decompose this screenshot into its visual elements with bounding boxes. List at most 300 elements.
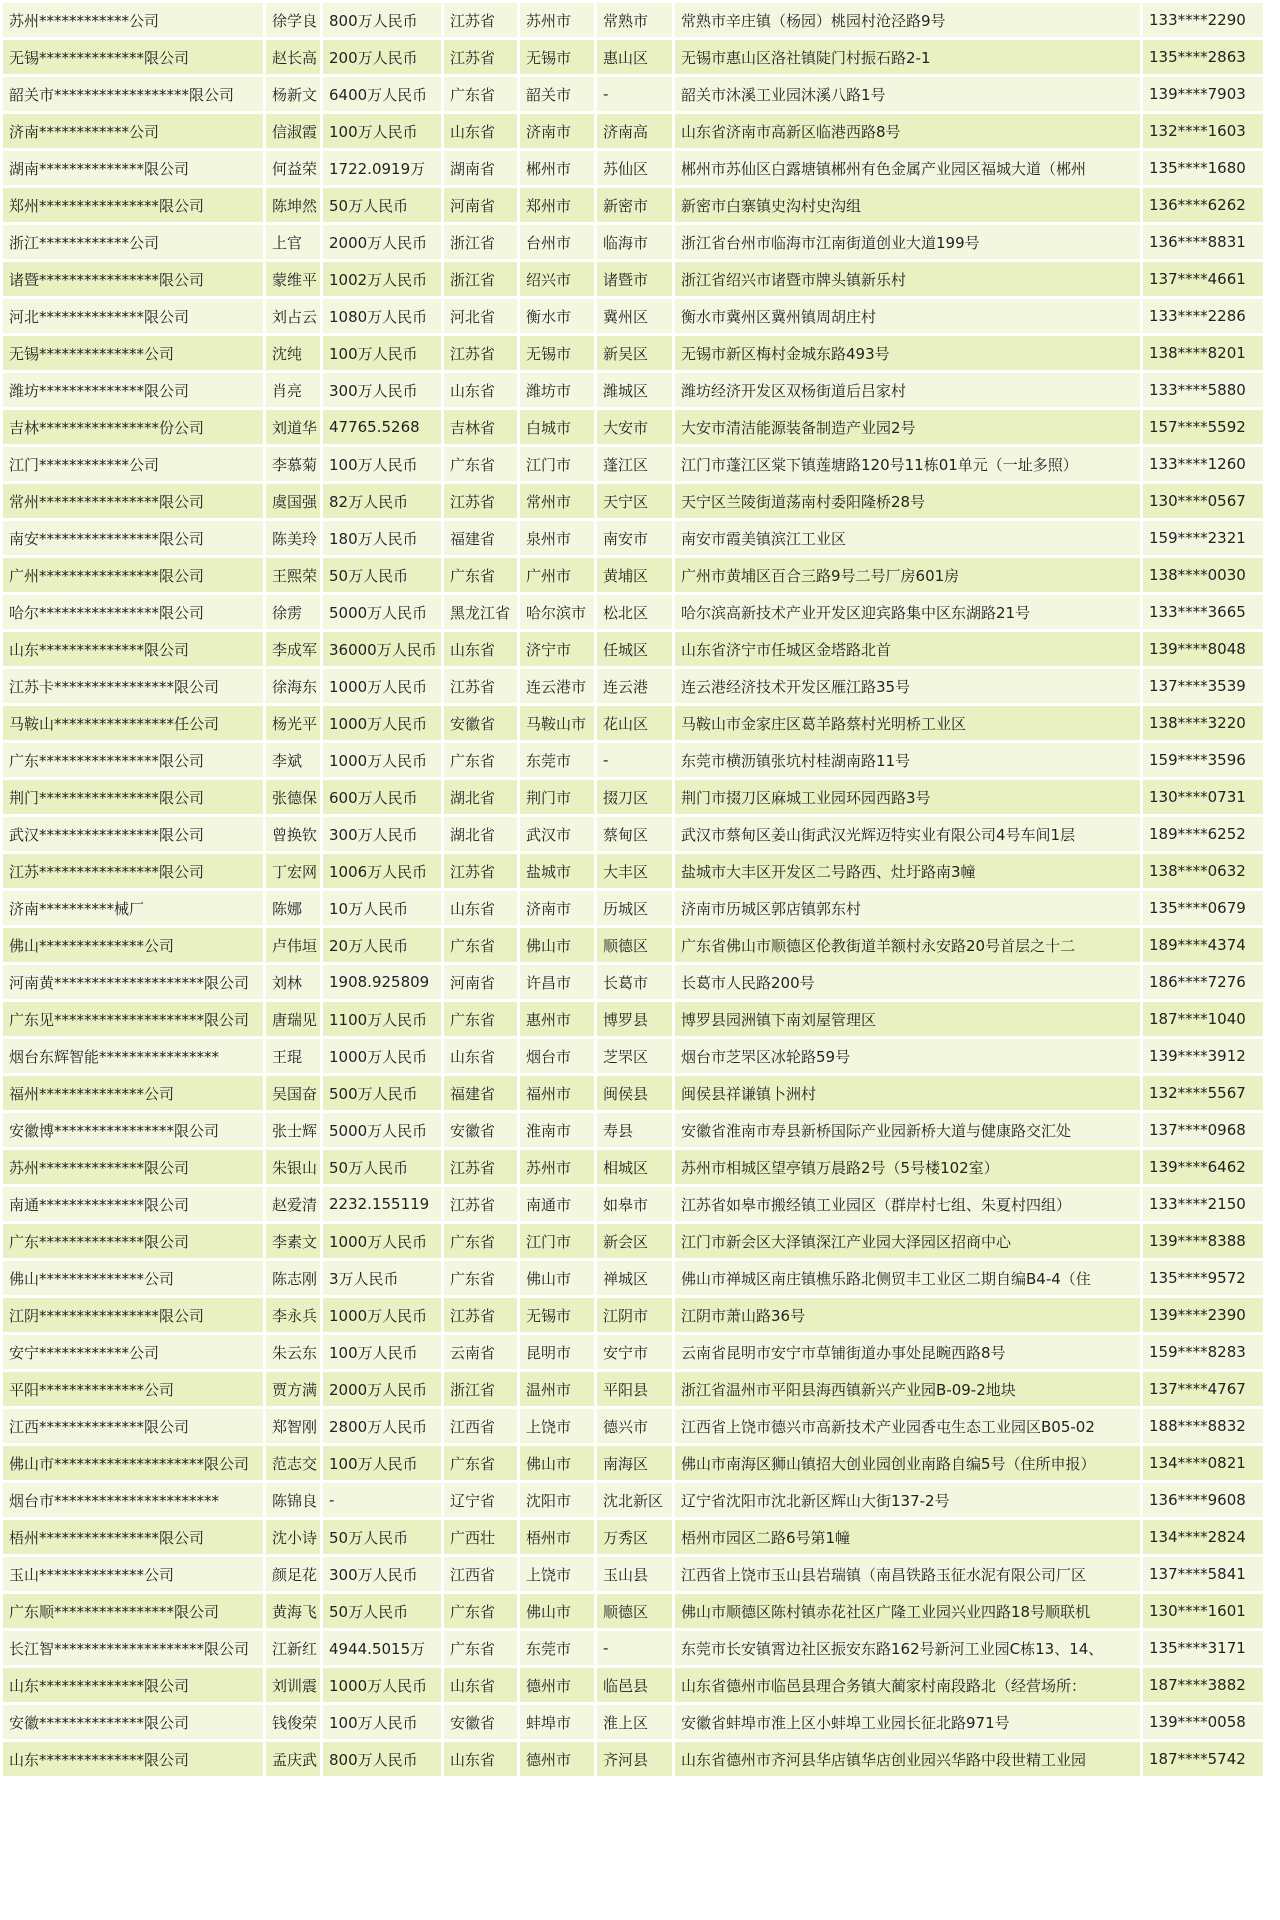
province-cell: 广东省 bbox=[444, 743, 517, 777]
registered-capital-cell: 82万人民币 bbox=[323, 484, 441, 518]
district-cell: 惠山区 bbox=[597, 40, 672, 74]
legal-rep-cell: 曾换钦 bbox=[266, 817, 320, 851]
legal-rep-cell: 刘道华 bbox=[266, 410, 320, 444]
address-cell: 荆门市掇刀区麻城工业园环园西路3号 bbox=[675, 780, 1140, 814]
phone-cell: 138****0030 bbox=[1143, 558, 1263, 592]
phone-cell: 134****0821 bbox=[1143, 1446, 1263, 1480]
address-cell: 天宁区兰陵街道荡南村委阳隆桥28号 bbox=[675, 484, 1140, 518]
district-cell: 玉山县 bbox=[597, 1557, 672, 1591]
legal-rep-cell: 孟庆武 bbox=[266, 1742, 320, 1776]
table-row bbox=[3, 743, 1263, 777]
province-cell: 云南省 bbox=[444, 1335, 517, 1369]
registered-capital-cell: 1000万人民币 bbox=[323, 1668, 441, 1702]
city-cell: 惠州市 bbox=[520, 1002, 594, 1036]
legal-rep-cell: 陈锦良 bbox=[266, 1483, 320, 1517]
table-row bbox=[3, 891, 1263, 925]
address-cell: 梧州市园区二路6号第1幢 bbox=[675, 1520, 1140, 1554]
address-cell: 东莞市横沥镇张坑村桂湖南路11号 bbox=[675, 743, 1140, 777]
province-cell: 广东省 bbox=[444, 77, 517, 111]
legal-rep-cell: 贾方满 bbox=[266, 1372, 320, 1406]
legal-rep-cell: 沈小诗 bbox=[266, 1520, 320, 1554]
company-name-cell: 哈尔****************限公司 bbox=[3, 595, 263, 629]
address-cell: 安徽省淮南市寿县新桥国际产业园新桥大道与健康路交汇处 bbox=[675, 1113, 1140, 1147]
registered-capital-cell: 2000万人民币 bbox=[323, 1372, 441, 1406]
phone-cell: 139****0058 bbox=[1143, 1705, 1263, 1739]
legal-rep-cell: 丁宏网 bbox=[266, 854, 320, 888]
legal-rep-cell: 黄海飞 bbox=[266, 1594, 320, 1628]
address-cell: 江西省上饶市德兴市高新技术产业园香屯生态工业园区B05-02 bbox=[675, 1409, 1140, 1443]
registered-capital-cell: 1000万人民币 bbox=[323, 1039, 441, 1073]
address-cell: 江门市蓬江区棠下镇莲塘路120号11栋01单元（一址多照） bbox=[675, 447, 1140, 481]
district-cell: 新会区 bbox=[597, 1224, 672, 1258]
table-row bbox=[3, 1446, 1263, 1480]
table-row bbox=[3, 1039, 1263, 1073]
phone-cell: 137****4661 bbox=[1143, 262, 1263, 296]
company-name-cell: 安徽**************限公司 bbox=[3, 1705, 263, 1739]
phone-cell: 138****3220 bbox=[1143, 706, 1263, 740]
phone-cell: 139****8388 bbox=[1143, 1224, 1263, 1258]
table-row bbox=[3, 1483, 1263, 1517]
company-name-cell: 浙江************公司 bbox=[3, 225, 263, 259]
city-cell: 济宁市 bbox=[520, 632, 594, 666]
company-name-cell: 无锡**************公司 bbox=[3, 336, 263, 370]
district-cell: 松北区 bbox=[597, 595, 672, 629]
company-name-cell: 河北**************限公司 bbox=[3, 299, 263, 333]
table-row bbox=[3, 1409, 1263, 1443]
legal-rep-cell: 杨光平 bbox=[266, 706, 320, 740]
company-name-cell: 江西**************限公司 bbox=[3, 1409, 263, 1443]
district-cell: 新密市 bbox=[597, 188, 672, 222]
province-cell: 江苏省 bbox=[444, 484, 517, 518]
table-row bbox=[3, 484, 1263, 518]
province-cell: 福建省 bbox=[444, 1076, 517, 1110]
registered-capital-cell: 800万人民币 bbox=[323, 1742, 441, 1776]
province-cell: 河南省 bbox=[444, 188, 517, 222]
company-name-cell: 苏州************公司 bbox=[3, 3, 263, 37]
district-cell: 齐河县 bbox=[597, 1742, 672, 1776]
province-cell: 江苏省 bbox=[444, 1187, 517, 1221]
province-cell: 江苏省 bbox=[444, 40, 517, 74]
legal-rep-cell: 刘训震 bbox=[266, 1668, 320, 1702]
city-cell: 江门市 bbox=[520, 447, 594, 481]
legal-rep-cell: 何益荣 bbox=[266, 151, 320, 185]
city-cell: 衡水市 bbox=[520, 299, 594, 333]
address-cell: 江苏省如皋市搬经镇工业园区（群岸村七组、朱夏村四组） bbox=[675, 1187, 1140, 1221]
district-cell: 长葛市 bbox=[597, 965, 672, 999]
legal-rep-cell: 刘占云 bbox=[266, 299, 320, 333]
phone-cell: 139****7903 bbox=[1143, 77, 1263, 111]
registered-capital-cell: 1100万人民币 bbox=[323, 1002, 441, 1036]
table-row bbox=[3, 1557, 1263, 1591]
province-cell: 辽宁省 bbox=[444, 1483, 517, 1517]
address-cell: 云南省昆明市安宁市草铺街道办事处昆畹西路8号 bbox=[675, 1335, 1140, 1369]
district-cell: 蔡甸区 bbox=[597, 817, 672, 851]
address-cell: 济南市历城区郭店镇郭东村 bbox=[675, 891, 1140, 925]
city-cell: 潍坊市 bbox=[520, 373, 594, 407]
company-name-cell: 无锡**************限公司 bbox=[3, 40, 263, 74]
table-row bbox=[3, 817, 1263, 851]
province-cell: 浙江省 bbox=[444, 1372, 517, 1406]
table-row bbox=[3, 188, 1263, 222]
address-cell: 南安市霞美镇滨江工业区 bbox=[675, 521, 1140, 555]
city-cell: 广州市 bbox=[520, 558, 594, 592]
city-cell: 哈尔滨市 bbox=[520, 595, 594, 629]
district-cell: 江阴市 bbox=[597, 1298, 672, 1332]
phone-cell: 138****8201 bbox=[1143, 336, 1263, 370]
address-cell: 佛山市禅城区南庄镇樵乐路北侧贸丰工业区二期自编B4-4（住 bbox=[675, 1261, 1140, 1295]
legal-rep-cell: 肖亮 bbox=[266, 373, 320, 407]
district-cell: 蓬江区 bbox=[597, 447, 672, 481]
address-cell: 韶关市沐溪工业园沐溪八路1号 bbox=[675, 77, 1140, 111]
city-cell: 温州市 bbox=[520, 1372, 594, 1406]
phone-cell: 136****6262 bbox=[1143, 188, 1263, 222]
registered-capital-cell: 4944.5015万 bbox=[323, 1631, 441, 1665]
district-cell: 连云港 bbox=[597, 669, 672, 703]
company-name-cell: 南安****************限公司 bbox=[3, 521, 263, 555]
phone-cell: 139****6462 bbox=[1143, 1150, 1263, 1184]
province-cell: 江西省 bbox=[444, 1409, 517, 1443]
district-cell: 大安市 bbox=[597, 410, 672, 444]
district-cell: 芝罘区 bbox=[597, 1039, 672, 1073]
province-cell: 河北省 bbox=[444, 299, 517, 333]
phone-cell: 138****0632 bbox=[1143, 854, 1263, 888]
province-cell: 广东省 bbox=[444, 558, 517, 592]
address-cell: 安徽省蚌埠市淮上区小蚌埠工业园长征北路971号 bbox=[675, 1705, 1140, 1739]
legal-rep-cell: 朱云东 bbox=[266, 1335, 320, 1369]
city-cell: 苏州市 bbox=[520, 3, 594, 37]
address-cell: 江西省上饶市玉山县岩瑞镇（南昌铁路玉征水泥有限公司厂区 bbox=[675, 1557, 1140, 1591]
registered-capital-cell: 1000万人民币 bbox=[323, 669, 441, 703]
city-cell: 盐城市 bbox=[520, 854, 594, 888]
phone-cell: 132****5567 bbox=[1143, 1076, 1263, 1110]
table-row bbox=[3, 1002, 1263, 1036]
legal-rep-cell: 陈坤然 bbox=[266, 188, 320, 222]
registered-capital-cell: 1000万人民币 bbox=[323, 743, 441, 777]
company-name-cell: 荆门****************限公司 bbox=[3, 780, 263, 814]
registered-capital-cell: 1002万人民币 bbox=[323, 262, 441, 296]
registered-capital-cell: 6400万人民币 bbox=[323, 77, 441, 111]
province-cell: 江苏省 bbox=[444, 3, 517, 37]
address-cell: 博罗县园洲镇下南刘屋管理区 bbox=[675, 1002, 1140, 1036]
city-cell: 常州市 bbox=[520, 484, 594, 518]
city-cell: 佛山市 bbox=[520, 1261, 594, 1295]
table-row bbox=[3, 1298, 1263, 1332]
city-cell: 烟台市 bbox=[520, 1039, 594, 1073]
city-cell: 蚌埠市 bbox=[520, 1705, 594, 1739]
legal-rep-cell: 卢伟垣 bbox=[266, 928, 320, 962]
table-row bbox=[3, 151, 1263, 185]
company-name-cell: 常州****************限公司 bbox=[3, 484, 263, 518]
phone-cell: 130****1601 bbox=[1143, 1594, 1263, 1628]
company-name-cell: 佛山**************公司 bbox=[3, 1261, 263, 1295]
legal-rep-cell: 朱银山 bbox=[266, 1150, 320, 1184]
city-cell: 无锡市 bbox=[520, 1298, 594, 1332]
phone-cell: 137****4767 bbox=[1143, 1372, 1263, 1406]
phone-cell: 135****2863 bbox=[1143, 40, 1263, 74]
legal-rep-cell: 李素文 bbox=[266, 1224, 320, 1258]
district-cell: 诸暨市 bbox=[597, 262, 672, 296]
company-name-cell: 江阴****************限公司 bbox=[3, 1298, 263, 1332]
company-name-cell: 江苏卡****************限公司 bbox=[3, 669, 263, 703]
table-row bbox=[3, 1076, 1263, 1110]
city-cell: 无锡市 bbox=[520, 336, 594, 370]
registered-capital-cell: 50万人民币 bbox=[323, 558, 441, 592]
phone-cell: 137****5841 bbox=[1143, 1557, 1263, 1591]
district-cell: 任城区 bbox=[597, 632, 672, 666]
table-row bbox=[3, 706, 1263, 740]
registered-capital-cell: 50万人民币 bbox=[323, 1150, 441, 1184]
province-cell: 山东省 bbox=[444, 1668, 517, 1702]
city-cell: 东莞市 bbox=[520, 743, 594, 777]
legal-rep-cell: 李永兵 bbox=[266, 1298, 320, 1332]
district-cell: 南安市 bbox=[597, 521, 672, 555]
address-cell: 山东省济宁市任城区金塔路北首 bbox=[675, 632, 1140, 666]
district-cell: 平阳县 bbox=[597, 1372, 672, 1406]
legal-rep-cell: 郑智刚 bbox=[266, 1409, 320, 1443]
district-cell: 万秀区 bbox=[597, 1520, 672, 1554]
phone-cell: 134****2824 bbox=[1143, 1520, 1263, 1554]
legal-rep-cell: 吴国奋 bbox=[266, 1076, 320, 1110]
legal-rep-cell: 范志交 bbox=[266, 1446, 320, 1480]
company-name-cell: 山东**************限公司 bbox=[3, 1742, 263, 1776]
table-row bbox=[3, 1668, 1263, 1702]
registered-capital-cell: 100万人民币 bbox=[323, 114, 441, 148]
registered-capital-cell: 1000万人民币 bbox=[323, 706, 441, 740]
registered-capital-cell: 50万人民币 bbox=[323, 188, 441, 222]
district-cell: 黄埔区 bbox=[597, 558, 672, 592]
city-cell: 泉州市 bbox=[520, 521, 594, 555]
city-cell: 沈阳市 bbox=[520, 1483, 594, 1517]
phone-cell: 187****5742 bbox=[1143, 1742, 1263, 1776]
company-name-cell: 武汉****************限公司 bbox=[3, 817, 263, 851]
legal-rep-cell: 江新红 bbox=[266, 1631, 320, 1665]
district-cell: 临海市 bbox=[597, 225, 672, 259]
address-cell: 烟台市芝罘区冰轮路59号 bbox=[675, 1039, 1140, 1073]
table-row bbox=[3, 1705, 1263, 1739]
province-cell: 江苏省 bbox=[444, 854, 517, 888]
address-cell: 山东省济南市高新区临港西路8号 bbox=[675, 114, 1140, 148]
phone-cell: 135****0679 bbox=[1143, 891, 1263, 925]
address-cell: 东莞市长安镇霄边社区振安东路162号新河工业园C栋13、14、 bbox=[675, 1631, 1140, 1665]
registered-capital-cell: 100万人民币 bbox=[323, 1705, 441, 1739]
address-cell: 山东省德州市齐河县华店镇华店创业园兴华路中段世精工业园 bbox=[675, 1742, 1140, 1776]
legal-rep-cell: 李斌 bbox=[266, 743, 320, 777]
company-name-cell: 郑州****************限公司 bbox=[3, 188, 263, 222]
table-row bbox=[3, 1372, 1263, 1406]
district-cell: 禅城区 bbox=[597, 1261, 672, 1295]
registered-capital-cell: 1000万人民币 bbox=[323, 1298, 441, 1332]
legal-rep-cell: 徐雳 bbox=[266, 595, 320, 629]
phone-cell: 137****3539 bbox=[1143, 669, 1263, 703]
province-cell: 山东省 bbox=[444, 114, 517, 148]
city-cell: 无锡市 bbox=[520, 40, 594, 74]
company-name-cell: 江苏****************限公司 bbox=[3, 854, 263, 888]
legal-rep-cell: 刘林 bbox=[266, 965, 320, 999]
district-cell: 顺德区 bbox=[597, 928, 672, 962]
company-name-cell: 广东见********************限公司 bbox=[3, 1002, 263, 1036]
city-cell: 韶关市 bbox=[520, 77, 594, 111]
legal-rep-cell: 赵爱清 bbox=[266, 1187, 320, 1221]
district-cell: 南海区 bbox=[597, 1446, 672, 1480]
phone-cell: 139****2390 bbox=[1143, 1298, 1263, 1332]
table-row bbox=[3, 373, 1263, 407]
district-cell: 济南高 bbox=[597, 114, 672, 148]
registered-capital-cell: 500万人民币 bbox=[323, 1076, 441, 1110]
table-row bbox=[3, 262, 1263, 296]
province-cell: 吉林省 bbox=[444, 410, 517, 444]
district-cell: - bbox=[597, 77, 672, 111]
address-cell: 闽侯县祥谦镇卜洲村 bbox=[675, 1076, 1140, 1110]
city-cell: 许昌市 bbox=[520, 965, 594, 999]
registered-capital-cell: 50万人民币 bbox=[323, 1520, 441, 1554]
company-name-cell: 韶关市******************限公司 bbox=[3, 77, 263, 111]
province-cell: 广东省 bbox=[444, 928, 517, 962]
phone-cell: 133****5880 bbox=[1143, 373, 1263, 407]
phone-cell: 133****2286 bbox=[1143, 299, 1263, 333]
district-cell: 潍城区 bbox=[597, 373, 672, 407]
province-cell: 江苏省 bbox=[444, 669, 517, 703]
province-cell: 湖南省 bbox=[444, 151, 517, 185]
table-row bbox=[3, 1631, 1263, 1665]
province-cell: 湖北省 bbox=[444, 780, 517, 814]
address-cell: 辽宁省沈阳市沈北新区辉山大街137-2号 bbox=[675, 1483, 1140, 1517]
city-cell: 淮南市 bbox=[520, 1113, 594, 1147]
registered-capital-cell: 100万人民币 bbox=[323, 336, 441, 370]
legal-rep-cell: 唐瑞见 bbox=[266, 1002, 320, 1036]
district-cell: 博罗县 bbox=[597, 1002, 672, 1036]
company-name-cell: 吉林****************份公司 bbox=[3, 410, 263, 444]
registered-capital-cell: 1000万人民币 bbox=[323, 1224, 441, 1258]
district-cell: 花山区 bbox=[597, 706, 672, 740]
company-name-cell: 福州**************公司 bbox=[3, 1076, 263, 1110]
address-cell: 浙江省台州市临海市江南街道创业大道199号 bbox=[675, 225, 1140, 259]
district-cell: 大丰区 bbox=[597, 854, 672, 888]
district-cell: - bbox=[597, 1631, 672, 1665]
company-name-cell: 安宁************公司 bbox=[3, 1335, 263, 1369]
address-cell: 郴州市苏仙区白露塘镇郴州有色金属产业园区福城大道（郴州 bbox=[675, 151, 1140, 185]
company-name-cell: 济南**********械厂 bbox=[3, 891, 263, 925]
district-cell: 历城区 bbox=[597, 891, 672, 925]
table-row bbox=[3, 558, 1263, 592]
city-cell: 佛山市 bbox=[520, 1446, 594, 1480]
province-cell: 广东省 bbox=[444, 1002, 517, 1036]
address-cell: 山东省德州市临邑县理合务镇大蔺家村南段路北（经营场所： bbox=[675, 1668, 1140, 1702]
legal-rep-cell: 徐海东 bbox=[266, 669, 320, 703]
table-row bbox=[3, 632, 1263, 666]
phone-cell: 187****3882 bbox=[1143, 1668, 1263, 1702]
phone-cell: 132****1603 bbox=[1143, 114, 1263, 148]
district-cell: 沈北新区 bbox=[597, 1483, 672, 1517]
address-cell: 长葛市人民路200号 bbox=[675, 965, 1140, 999]
company-name-cell: 诸暨****************限公司 bbox=[3, 262, 263, 296]
table-row bbox=[3, 410, 1263, 444]
phone-cell: 159****3596 bbox=[1143, 743, 1263, 777]
company-name-cell: 广州****************限公司 bbox=[3, 558, 263, 592]
city-cell: 马鞍山市 bbox=[520, 706, 594, 740]
legal-rep-cell: 陈志刚 bbox=[266, 1261, 320, 1295]
district-cell: 常熟市 bbox=[597, 3, 672, 37]
legal-rep-cell: 徐学良 bbox=[266, 3, 320, 37]
phone-cell: 133****2150 bbox=[1143, 1187, 1263, 1221]
registered-capital-cell: 2800万人民币 bbox=[323, 1409, 441, 1443]
address-cell: 马鞍山市金家庄区葛羊路蔡村光明桥工业区 bbox=[675, 706, 1140, 740]
district-cell: 冀州区 bbox=[597, 299, 672, 333]
city-cell: 佛山市 bbox=[520, 1594, 594, 1628]
province-cell: 浙江省 bbox=[444, 262, 517, 296]
table-row bbox=[3, 77, 1263, 111]
phone-cell: 139****8048 bbox=[1143, 632, 1263, 666]
phone-cell: 189****6252 bbox=[1143, 817, 1263, 851]
registered-capital-cell: 1080万人民币 bbox=[323, 299, 441, 333]
address-cell: 浙江省绍兴市诸暨市牌头镇新乐村 bbox=[675, 262, 1140, 296]
city-cell: 佛山市 bbox=[520, 928, 594, 962]
registered-capital-cell: 20万人民币 bbox=[323, 928, 441, 962]
phone-cell: 189****4374 bbox=[1143, 928, 1263, 962]
city-cell: 济南市 bbox=[520, 114, 594, 148]
table-row bbox=[3, 40, 1263, 74]
table-body bbox=[3, 3, 1263, 1776]
registered-capital-cell: 10万人民币 bbox=[323, 891, 441, 925]
province-cell: 江苏省 bbox=[444, 1150, 517, 1184]
table-row bbox=[3, 1187, 1263, 1221]
registered-capital-cell: 5000万人民币 bbox=[323, 1113, 441, 1147]
registered-capital-cell: 2000万人民币 bbox=[323, 225, 441, 259]
district-cell: 顺德区 bbox=[597, 1594, 672, 1628]
address-cell: 大安市清洁能源装备制造产业园2号 bbox=[675, 410, 1140, 444]
district-cell: 掇刀区 bbox=[597, 780, 672, 814]
company-name-cell: 平阳**************公司 bbox=[3, 1372, 263, 1406]
company-name-cell: 山东**************限公司 bbox=[3, 1668, 263, 1702]
phone-cell: 157****5592 bbox=[1143, 410, 1263, 444]
address-cell: 无锡市新区梅村金城东路493号 bbox=[675, 336, 1140, 370]
registered-capital-cell: 50万人民币 bbox=[323, 1594, 441, 1628]
province-cell: 湖北省 bbox=[444, 817, 517, 851]
province-cell: 江西省 bbox=[444, 1557, 517, 1591]
phone-cell: 130****0731 bbox=[1143, 780, 1263, 814]
phone-cell: 136****9608 bbox=[1143, 1483, 1263, 1517]
table-row bbox=[3, 225, 1263, 259]
table-row bbox=[3, 521, 1263, 555]
district-cell: 寿县 bbox=[597, 1113, 672, 1147]
district-cell: - bbox=[597, 743, 672, 777]
address-cell: 无锡市惠山区洛社镇陡门村振石路2-1 bbox=[675, 40, 1140, 74]
province-cell: 广东省 bbox=[444, 1261, 517, 1295]
company-name-cell: 烟台市********************** bbox=[3, 1483, 263, 1517]
phone-cell: 186****7276 bbox=[1143, 965, 1263, 999]
district-cell: 如皋市 bbox=[597, 1187, 672, 1221]
company-name-cell: 济南************公司 bbox=[3, 114, 263, 148]
address-cell: 盐城市大丰区开发区二号路西、灶圩路南3幢 bbox=[675, 854, 1140, 888]
legal-rep-cell: 张德保 bbox=[266, 780, 320, 814]
city-cell: 江门市 bbox=[520, 1224, 594, 1258]
address-cell: 新密市白寨镇史沟村史沟组 bbox=[675, 188, 1140, 222]
legal-rep-cell: 颜足花 bbox=[266, 1557, 320, 1591]
registered-capital-cell: 200万人民币 bbox=[323, 40, 441, 74]
table-row bbox=[3, 928, 1263, 962]
address-cell: 衡水市冀州区冀州镇周胡庄村 bbox=[675, 299, 1140, 333]
phone-cell: 137****0968 bbox=[1143, 1113, 1263, 1147]
table-row bbox=[3, 965, 1263, 999]
legal-rep-cell: 陈美玲 bbox=[266, 521, 320, 555]
province-cell: 广东省 bbox=[444, 1446, 517, 1480]
legal-rep-cell: 蒙维平 bbox=[266, 262, 320, 296]
table-row bbox=[3, 3, 1263, 37]
table-row bbox=[3, 336, 1263, 370]
address-cell: 佛山市南海区狮山镇招大创业园创业南路自编5号（住所申报） bbox=[675, 1446, 1140, 1480]
table-row bbox=[3, 299, 1263, 333]
table-row bbox=[3, 780, 1263, 814]
phone-cell: 133****3665 bbox=[1143, 595, 1263, 629]
